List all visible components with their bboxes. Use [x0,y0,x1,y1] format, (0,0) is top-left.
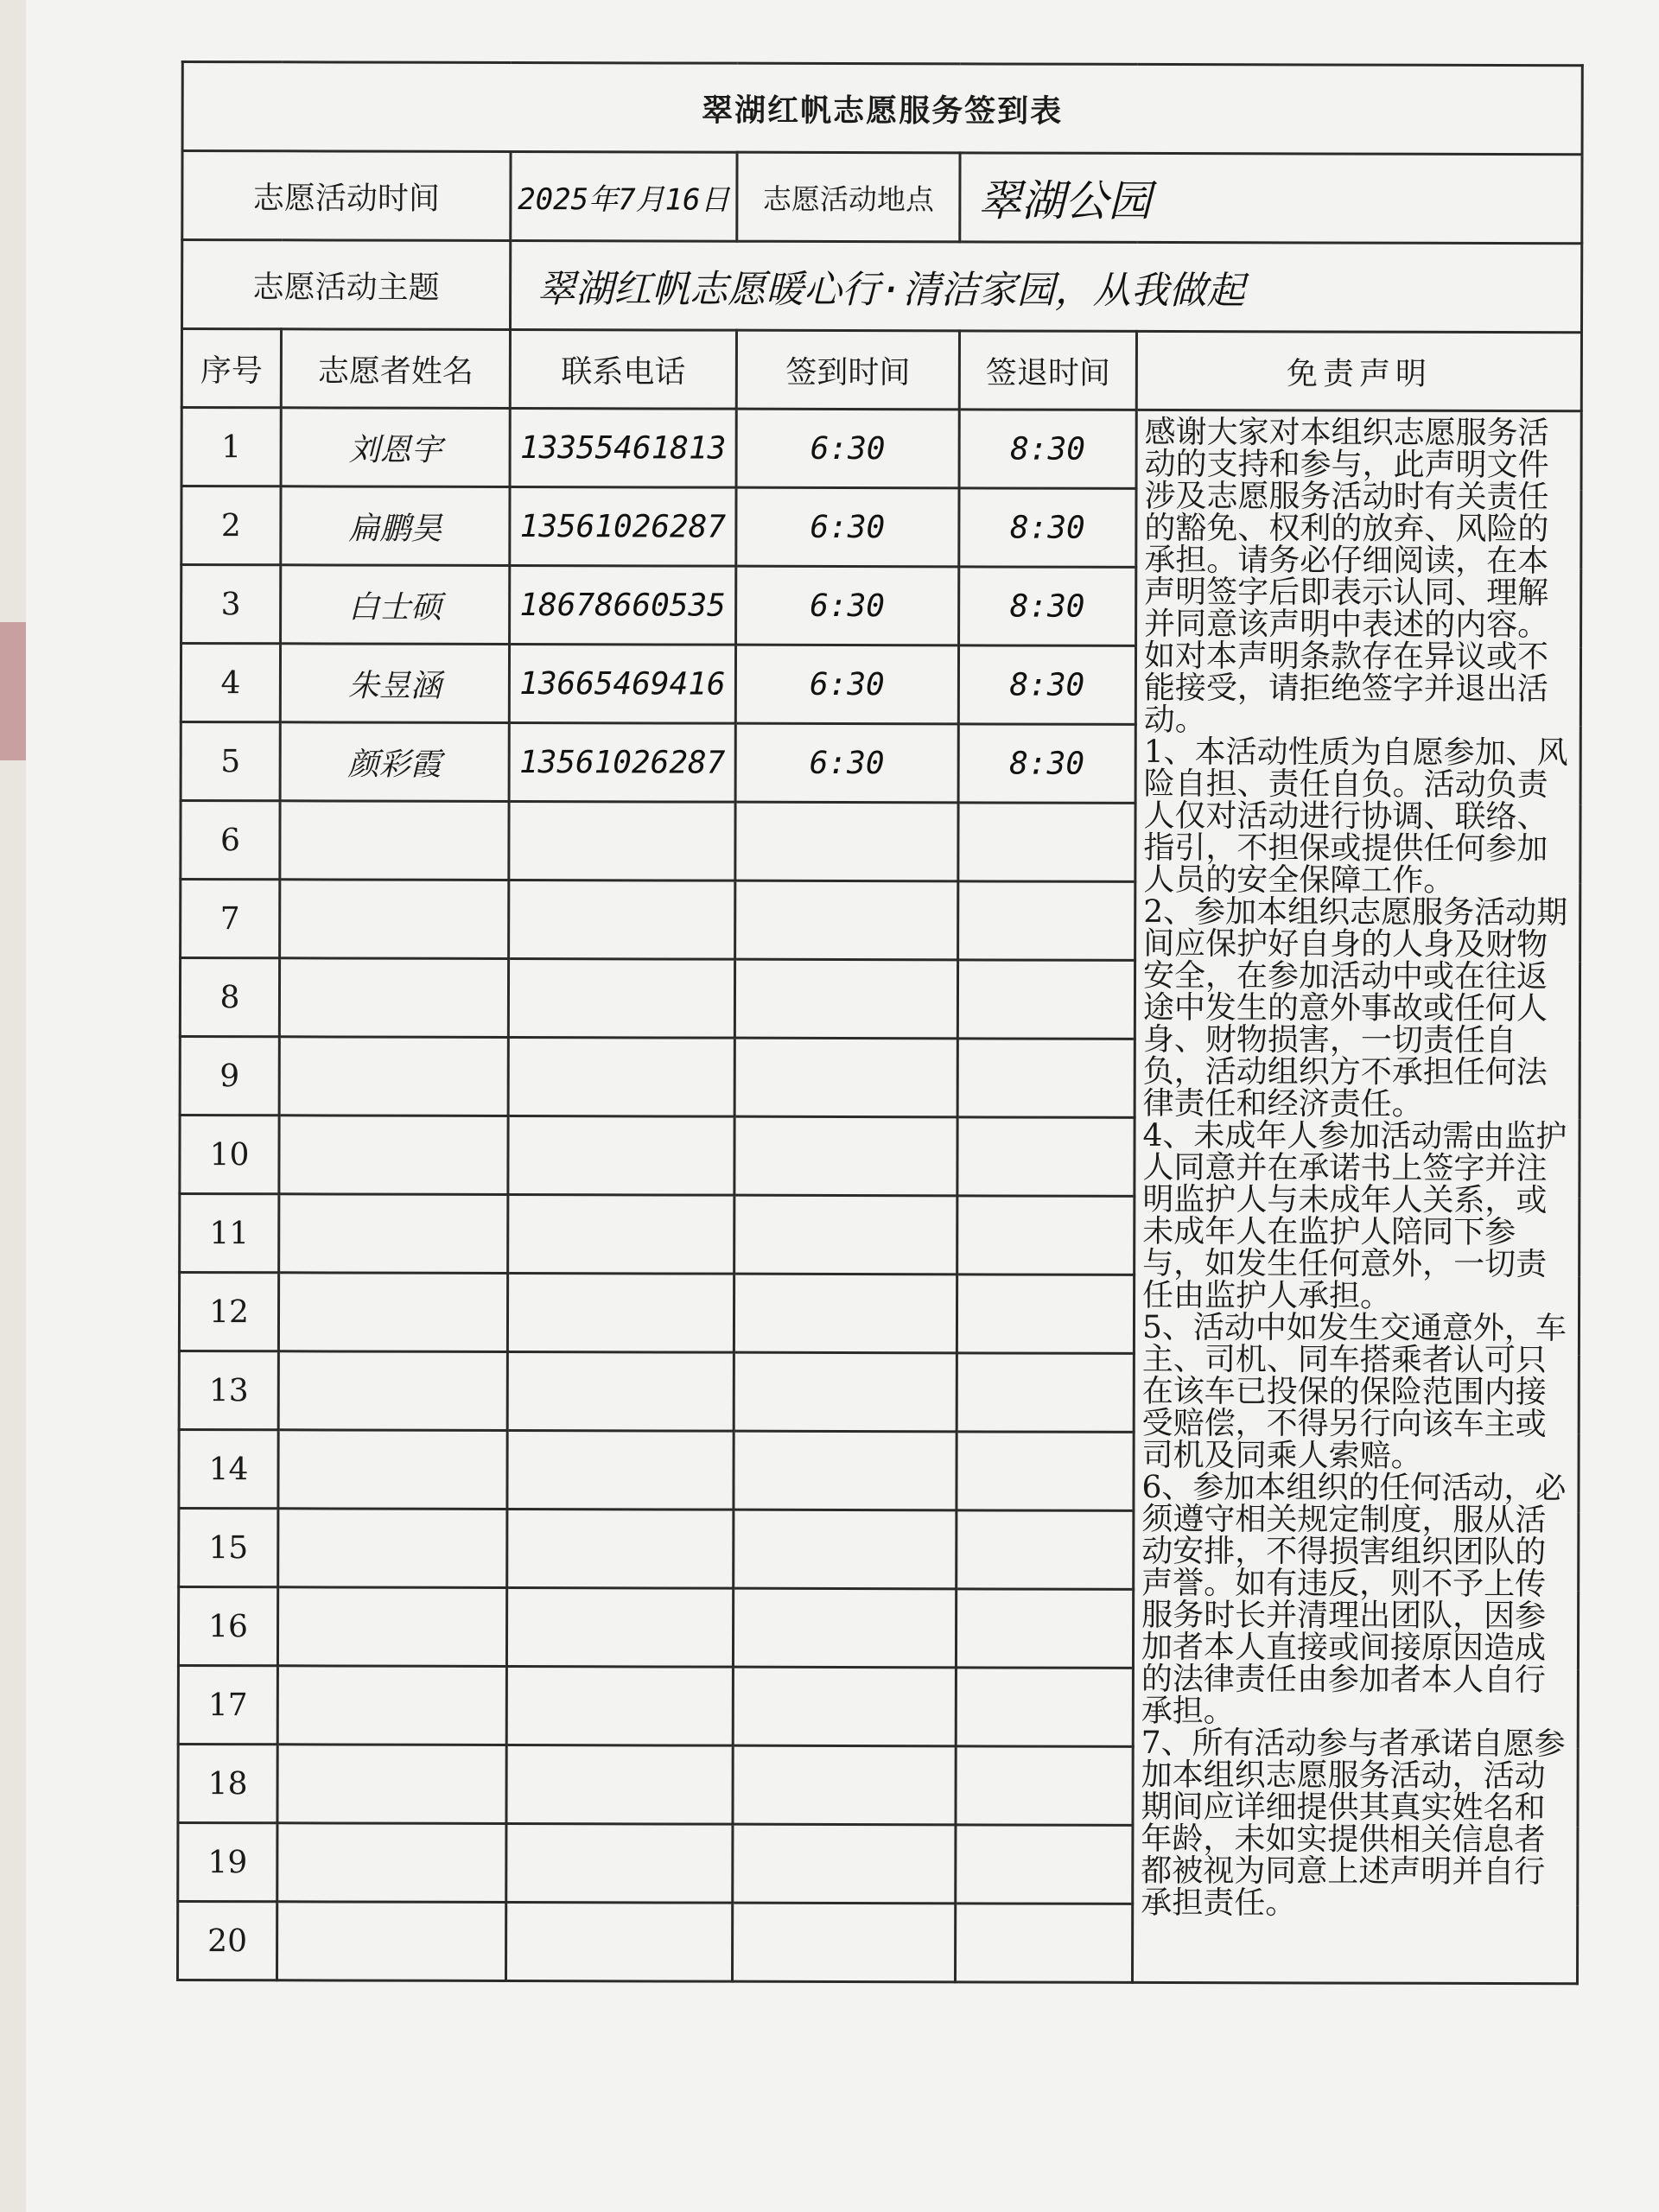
phone-number [509,801,735,880]
volunteer-name: 刘恩宇 [281,408,510,487]
checkin-time: 6:30 [736,566,959,645]
checkout-time: 8:30 [959,410,1136,489]
header-name: 志愿者姓名 [281,329,510,409]
phone-number: 13561026287 [509,722,735,802]
checkin-time [734,1352,957,1432]
phone-number [505,1902,732,1981]
row-number: 14 [179,1429,278,1508]
location-label: 志愿活动地点 [737,152,960,242]
row-number: 5 [181,722,280,801]
volunteer-name: 颜彩霞 [280,722,509,802]
theme-label: 志愿活动主题 [182,240,511,330]
row-number: 11 [180,1193,279,1272]
volunteer-name [277,1902,506,1981]
time-value: 2025年7月16日 [511,151,737,241]
checkout-time [957,1353,1134,1433]
row-number: 12 [179,1272,278,1351]
phone-number [509,880,735,959]
header-phone: 联系电话 [510,329,736,409]
phone-number: 18678660535 [510,565,736,645]
signin-table [176,60,1584,1985]
checkin-time [734,1038,957,1117]
phone-number: 13665469416 [509,644,735,723]
volunteer-name [279,1037,508,1116]
theme-value: 翠湖红帆志愿暖心行·清洁家园，从我做起 [511,240,1582,332]
volunteer-name: 扁鹏昊 [281,486,510,566]
time-label: 志愿活动时间 [182,151,511,241]
location-value: 翠湖公园 [960,153,1582,244]
phone-number [506,1666,733,1745]
checkout-time [956,1825,1133,1904]
disclaimer-text: 感谢大家对本组织志愿服务活动的支持和参与，此声明文件涉及志愿服务活动时有关责任的豁免、权利的放弃、风险的承担。请务必仔细阅读，在本声明签字后即表示认同、理解并同意该声明中表述的内容。如对本声明条款存在异议或不能接受，请拒绝签字并退出活动。 1、本活动性质为自愿参加、风险自担、责任自负。活动负责人仅对活动进行协调、联络、指引，不担保或提供任何参加人员的安全保障工作。 2、参加本组织志愿服务活动期间应保护好自身的人身及财物安全，在参加活动中或在往返途中发生的意外事故或任何人身、财物损害，一切责任自负，活动组织方不承担任何法律责任和经济责任。 4、未成年人参加活动需由监护人同意并在承诺书上签字并注明监护人与未成年人关系，或未成年人在监护人陪同下参与，如发生任何意外，一切责任由监护人承担。 5、活动中如发生交通意外，车主、司机、同车搭乘者认可只在该车已投保的保险范围内接受赔偿，不得另行向该车主或司机及同乘人索赔。 6、参加本组织的任何活动，必须遵守相关规定制度，服从活动安排，不得损害组织团队的声誉。如有违反，则不予上传服务时长并清理出团队，因参加者本人直接或间接原因造成的法律责任由参加者本人自行承担。 7、所有活动参与者承诺自愿参加本组织志愿服务活动，活动期间应详细提供其真实姓名和年龄，未如实提供相关信息者都被视为同意上述声明并自行承担责任。 [1132,410,1581,1983]
volunteer-name [277,1666,506,1745]
checkout-time: 8:30 [959,567,1136,646]
checkin-time [734,1195,957,1274]
checkin-time [733,1745,956,1825]
checkout-time [957,960,1135,1039]
checkin-time: 6:30 [735,645,958,724]
checkin-time: 6:30 [736,487,959,567]
row-number: 8 [180,958,279,1037]
checkout-time [956,1589,1133,1669]
phone-number [507,1430,734,1510]
volunteer-name [280,801,509,880]
row-number: 18 [178,1744,277,1822]
checkout-time [958,803,1135,882]
checkin-time [735,802,958,881]
volunteer-name [277,1587,506,1667]
row-number: 9 [180,1036,279,1115]
checkin-time [734,1510,957,1589]
checkout-time [957,1510,1134,1590]
volunteer-name: 白士硕 [281,565,510,645]
checkout-time [955,1904,1132,1983]
checkin-time: 6:30 [736,409,959,488]
checkin-time [733,1588,956,1668]
row-number: 17 [178,1665,277,1744]
checkout-time [957,1039,1135,1118]
phone-number [508,1037,734,1116]
checkout-time [957,1196,1135,1275]
volunteer-name [278,1273,507,1352]
disclaimer-heading: 免责声明 [1136,331,1581,410]
signin-form [176,0,1581,1974]
row-number: 19 [178,1822,277,1901]
row-number: 6 [181,801,280,880]
volunteer-name [277,1823,506,1903]
header-checkin: 签到时间 [736,330,959,410]
volunteer-name [278,1351,507,1431]
checkout-time [957,1432,1134,1511]
row-number: 1 [181,408,281,486]
phone-number [508,958,734,1038]
header-seq: 序号 [181,329,281,408]
row-number: 13 [179,1351,278,1429]
checkin-time [734,1116,957,1196]
row-number: 20 [178,1901,277,1980]
phone-number [508,1194,734,1274]
checkout-time: 8:30 [959,488,1136,568]
header-checkout: 签退时间 [959,331,1136,410]
checkin-time [734,1431,957,1510]
phone-number [508,1116,734,1195]
checkout-time [958,881,1135,961]
volunteer-name [278,1430,507,1510]
phone-number: 13561026287 [510,486,736,566]
row-number: 2 [181,486,281,565]
row-number: 15 [179,1508,278,1586]
checkin-time [732,1903,955,1982]
checkout-time [957,1274,1134,1354]
phone-number [507,1273,734,1352]
red-marker [0,622,26,760]
paper-sheet [26,0,1659,2212]
form-title: 翠湖红帆志愿服务签到表 [182,62,1582,155]
checkout-time [956,1746,1133,1826]
phone-number [506,1823,733,1903]
volunteer-name [279,1194,508,1274]
volunteer-name [279,958,508,1038]
checkin-time [733,1667,956,1746]
checkout-time [957,1117,1135,1197]
checkout-time: 8:30 [958,724,1135,804]
checkout-time: 8:30 [958,645,1135,725]
checkout-time [956,1668,1133,1747]
row-number: 16 [178,1586,277,1665]
checkin-time [734,1274,957,1353]
phone-number [507,1351,734,1431]
checkin-time [733,1824,956,1904]
volunteer-name [280,880,509,959]
row-number: 3 [181,565,281,644]
volunteer-name [279,1116,508,1195]
checkin-time [734,959,957,1039]
row-number: 7 [181,880,280,958]
phone-number [507,1509,734,1588]
checkin-time [735,880,958,960]
volunteer-name: 朱昱涵 [280,644,509,723]
volunteer-name [277,1745,506,1824]
phone-number: 13355461813 [510,408,736,487]
volunteer-name [278,1509,507,1588]
row-number: 10 [180,1115,279,1193]
row-number: 4 [181,644,280,722]
phone-number [506,1587,733,1667]
checkin-time: 6:30 [735,723,958,803]
table-row [181,408,1581,490]
phone-number [506,1745,733,1824]
